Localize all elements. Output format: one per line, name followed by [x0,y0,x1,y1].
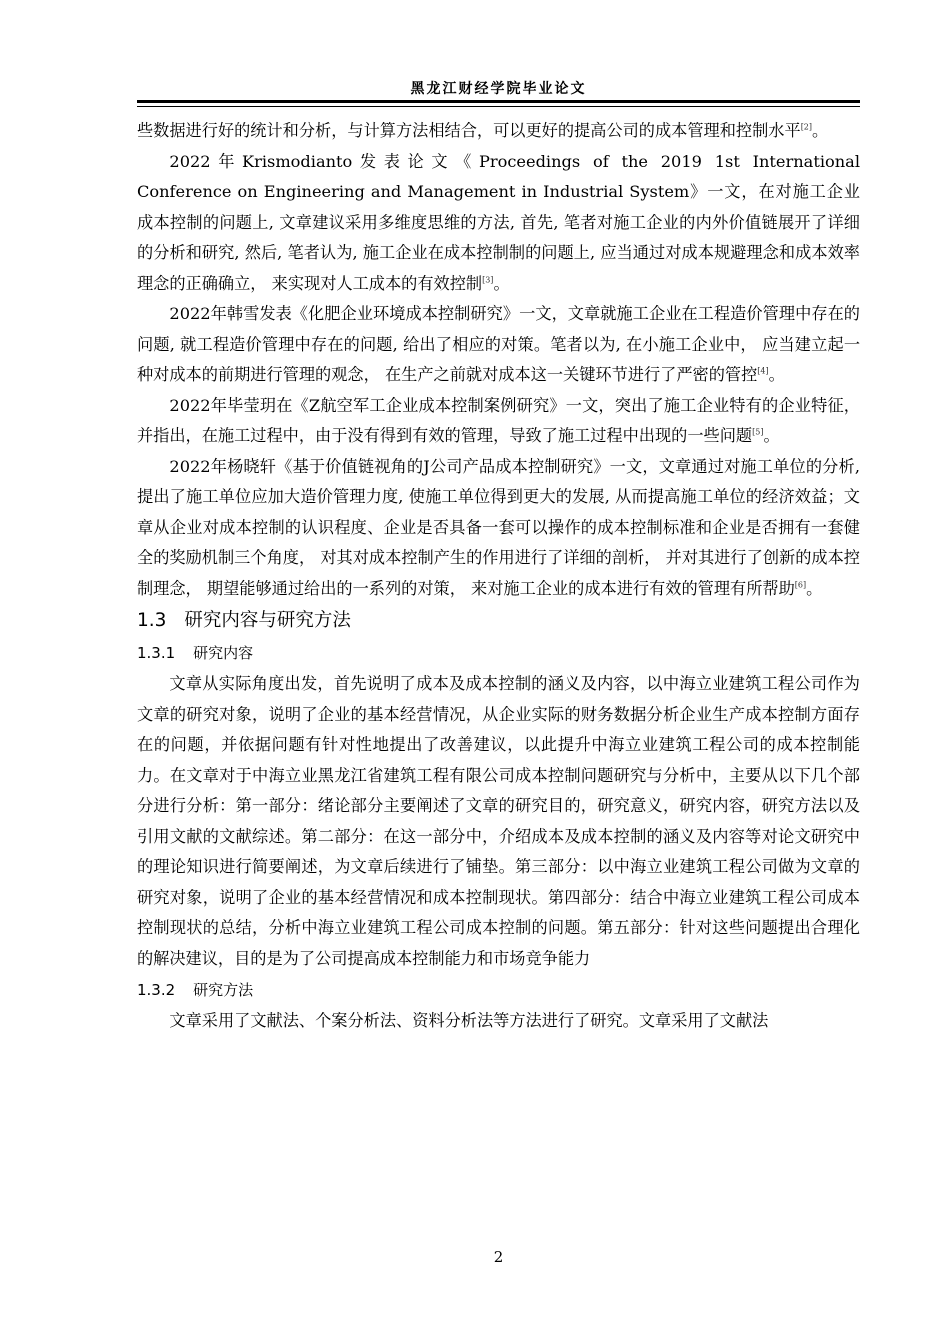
section-heading-1-3-2: 1.3.2 研究方法 [137,981,254,999]
page-number: 2 [493,1248,504,1266]
paragraph-yangxiaoxuan: 2022年杨晓轩《基于价值链视角的J公司产品成本控制研究》一文，文章通过对施工单位的分析, 提出了施工单位应加大造价管理力度, 使施工单位得到更大的发展, 从而提高施工单位的经济效益；文章从企业对成本控制的认识程度、企业是否具备一套可以操作的成本控制标准和企业是否拥有一套健全的奖励机制三个角度， 对其对成本控制产生的作用进行了详细的剖析， 并对其进行了创新的成本控制理念， 期望能够通过给出的一系列的对策， 来对施工企业的成本进行有效的管理有所帮助[6]。 [137,456,860,598]
paragraph-research-method: 文章采用了文献法、个案分析法、资料分析法等方法进行了研究。文章采用了文献法 [169,1011,769,1030]
citation-ref: [3] [482,275,494,285]
header-rule-thick [137,100,860,103]
paragraph-krismodianto: 2022年Krismodianto发表论文《Proceedings of the 2019 1st International Conference on Engineering and Management in Industrial System》一文，在对施工企业成本控制的问题上, 文章建议采用多维度思维的方法, 首先, 笔者对施工企业的内外价值链展开了详细的分析和研究, 然后, 笔者认为, 施工企业在成本控制制的问题上, 应当通过对成本规避理念和成本效率理念的正确确立， 来实现对人工成本的有效控制[3]。 [137,151,860,293]
citation-ref: [4] [757,366,769,376]
section-heading-1-3-1: 1.3.1 研究内容 [137,644,254,662]
header-rule-thin [137,106,860,107]
body-text [137,116,860,1037]
section-heading-1-3: 1.3 研究内容与研究方法 [137,610,351,631]
paragraph-research-content: 文章从实际角度出发，首先说明了成本及成本控制的涵义及内容，以中海立业建筑工程公司作为文章的研究对象，说明了企业的基本经营情况，从企业实际的财务数据分析企业生产成本控制方面存在的问题，并依据问题有针对性地提出了改善建议，以此提升中海立业建筑工程公司的成本控制能力。在文章对于中海立业黑龙江省建筑工程有限公司成本控制问题研究与分析中，主要从以下几个部分进行分析：第一部分：绪论部分主要阐述了文章的研究目的，研究意义，研究内容，研究方法以及引用文献的文献综述。第二部分：在这一部分中，介绍成本及成本控制的涵义及内容等对论文研究中的理论知识进行简要阐述，为文章后续进行了铺垫。第三部分：以中海立业建筑工程公司做为文章的研究对象，说明了企业的基本经营情况和成本控制现状。第四部分：结合中海立业建筑工程公司成本控制现状的总结，分析中海立业建筑工程公司成本控制的问题。第五部分：针对这些问题提出合理化的解决建议，目的是为了公司提高成本控制能力和市场竞争能力 [137,674,860,968]
paragraph-hanxue: 2022年韩雪发表《化肥企业环境成本控制研究》一文，文章就施工企业在工程造价管理中存在的问题, 就工程造价管理中存在的问题, 给出了相应的对策。笔者以为, 在小施工企业中， 应当建立起一种对成本的前期进行管理的观念， 在生产之前就对成本这一关键环节进行了严密的管控[4]。 [137,304,860,384]
citation-ref: [6] [794,580,807,590]
citation-ref: [2] [800,122,813,132]
citation-ref: [5] [752,427,764,437]
page-header: 黑龙江财经学院毕业论文 [410,81,587,97]
paragraph-continued: 些数据进行好的统计和分析，与计算方法相结合，可以更好的提高公司的成本管理和控制水平[2]。 [137,121,829,140]
paragraph-biyingyue: 2022年毕莹玥在《Z航空军工企业成本控制案例研究》一文，突出了施工企业特有的企业特征，并指出，在施工过程中，由于没有得到有效的管理，导致了施工过程中出现的一些问题[5]。 [137,395,860,445]
